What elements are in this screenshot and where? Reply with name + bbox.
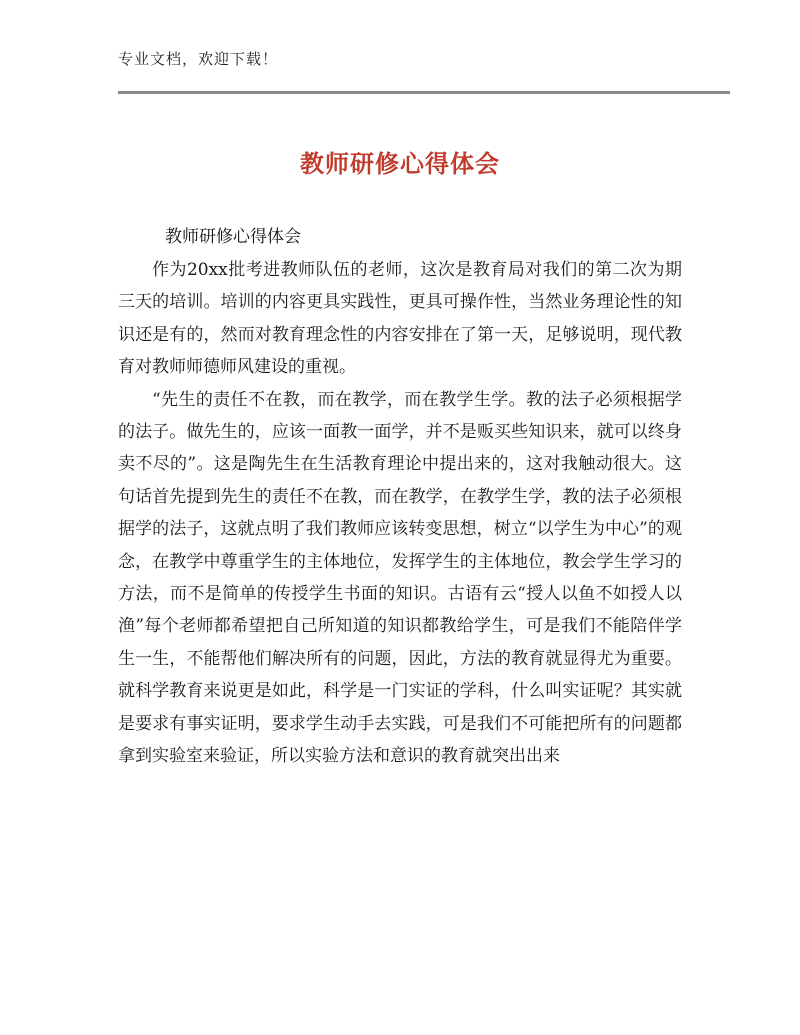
document-subheading: 教师研修心得体会 <box>165 227 301 247</box>
document-body <box>118 254 682 773</box>
paragraph-1: 作为20xx批考进教师队伍的老师，这次是教育局对我们的第二次为期三天的培训。培训的内容更具实践性，更具可操作性，当然业务理论性的知识还是有的，然而对教育理念性的内容安排在了第一天，足够说明，现代教育对教师师德师风建设的重视。 <box>118 260 682 378</box>
paragraph-2: “先生的责任不在教，而在教学，而在教学生学。教的法子必须根据学的法子。做先生的，应该一面教一面学，并不是贩买些知识来，就可以终身卖不尽的”。这是陶先生在生活教育理论中提出来的，这对我触动很大。这句话首先提到先生的责任不在教，而在教学，在教学生学，教的法子必须根据学的法子，这就点明了我们教师应该转变思想，树立“以学生为中心”的观念，在教学中尊重学生的主体地位，发挥学生的主体地位，教会学生学习的方法，而不是简单的传授学生书面的知识。古语有云“授人以鱼不如授人以渔”每个老师都希望把自己所知道的知识都教给学生，可是我们不能陪伴学生一生，不能帮他们解决所有的问题，因此，方法的教育就显得尤为重要。就科学教育来说更是如此，科学是一门实证的学科，什么叫实证呢？其实就是要求有事实证明，要求学生动手去实践，可是我们不可能把所有的问题都拿到实验室来验证，所以实验方法和意识的教育就突出出来 <box>118 389 682 767</box>
header-note: 专业文档，欢迎下载！ <box>118 50 279 68</box>
document-title: 教师研修心得体会 <box>300 150 500 178</box>
header-divider <box>118 91 730 94</box>
